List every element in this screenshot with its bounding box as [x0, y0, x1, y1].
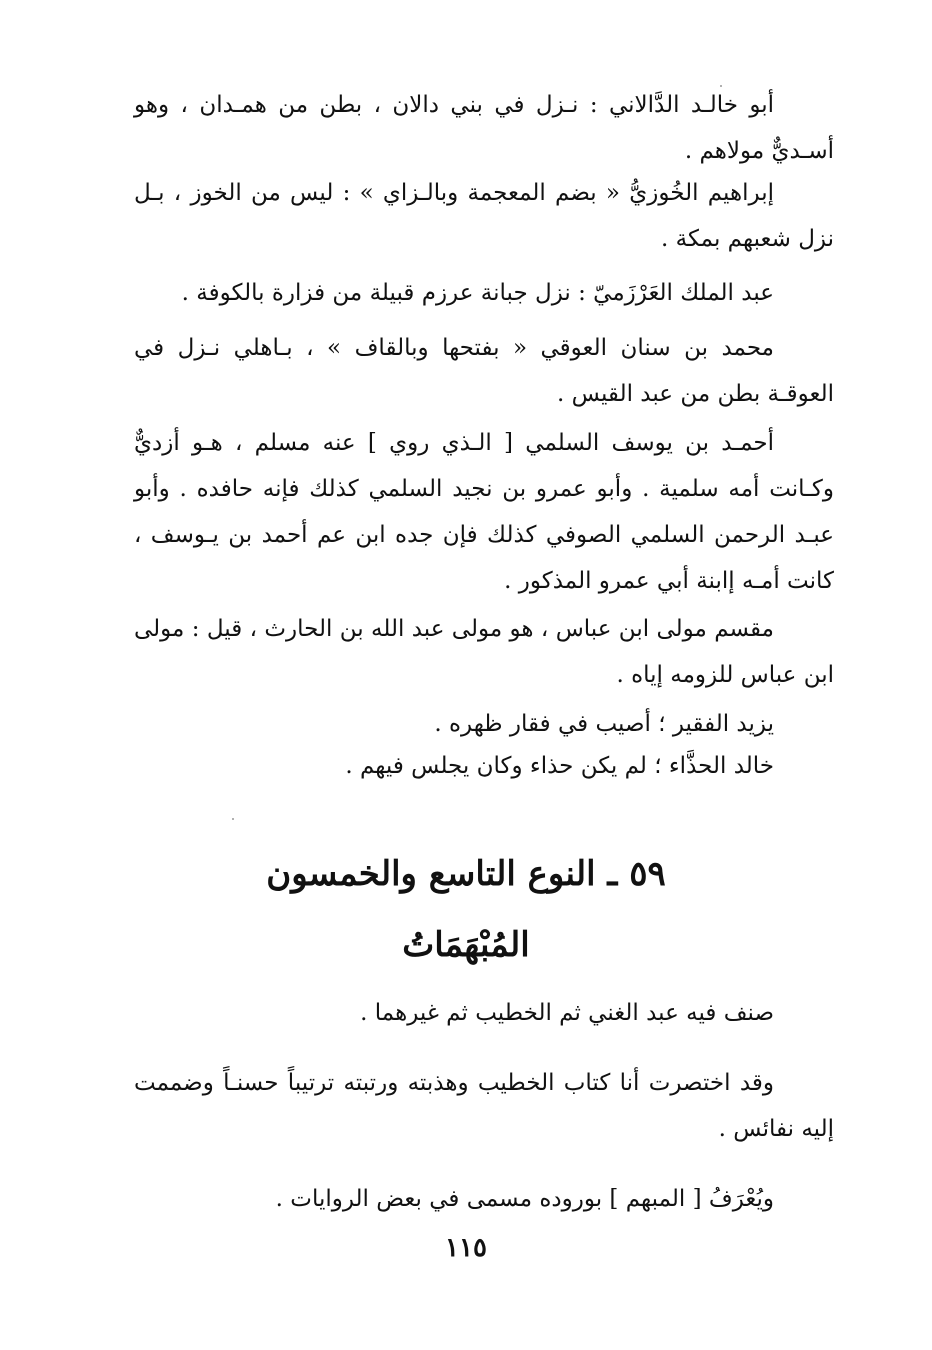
scan-speck	[232, 818, 234, 820]
entry-paragraph: مقسم مولى ابن عباس ، هو مولى عبد الله بن الحارث ، قيل : مولى ابن عباس للزومه إياه .	[134, 616, 834, 688]
entry-paragraph: محمد بن سنان العوقي « بفتحها وبالقاف » ، بـاهلي نـزل في العوقـة بطن من عبد القيس .	[134, 335, 834, 407]
section-subheading: المُبْهَمَاتُ	[402, 925, 530, 965]
entry-paragraph: عبد الملك العَرْزَميّ : نزل جبانة عرزم قبيلة من فزارة بالكوفة .	[181, 280, 774, 306]
entry-paragraph: خالد الحذَّاء ؛ لم يكن حذاء وكان يجلس فيهم .	[345, 753, 774, 779]
entry-paragraph: أحمـد بن يوسف السلمي [ الـذي روي ] عنه مسلم ، هـو أزديٌّ وكـانت أمه سلمية . وأبو عمرو بن نجيد السلمي كذلك فإنه حافده . وأبو عبـد الرحمن السلمي الصوفي كذلك فإن جده ابن عم أحمد بن يـوسف ، كانت أمـه إابنة أبي عمرو المذكور .	[134, 430, 834, 594]
entry-paragraph: أبو خالـد الدَّالاني : نـزل في بني دالان ، بطن من همـدان ، وهو أسـديٌّ مولاهم .	[134, 92, 834, 164]
section-paragraph: ويُعْرَفُ [ المبهم ] بوروده مسمى في بعض الروايات .	[275, 1186, 774, 1212]
section-heading: ٥٩ ـ النوع التاسع والخمسون	[266, 854, 666, 894]
entry-paragraph: يزيد الفقير ؛ أصيب في فقار ظهره .	[434, 711, 774, 737]
section-paragraph: وقد اختصرت أنا كتاب الخطيب وهذبته ورتبته ترتيباً حسنـاً وضممت إليه نفائس .	[134, 1070, 834, 1142]
section-paragraph: صنف فيه عبد الغني ثم الخطيب ثم غيرهما .	[360, 1000, 774, 1026]
entry-paragraph: إبراهيم الخُوزيُّ « بضم المعجمة وبالـزاي » : ليس من الخوز ، بـل نزل شعبهم بمكة .	[134, 180, 834, 252]
page-number: ١١٥	[445, 1233, 487, 1263]
